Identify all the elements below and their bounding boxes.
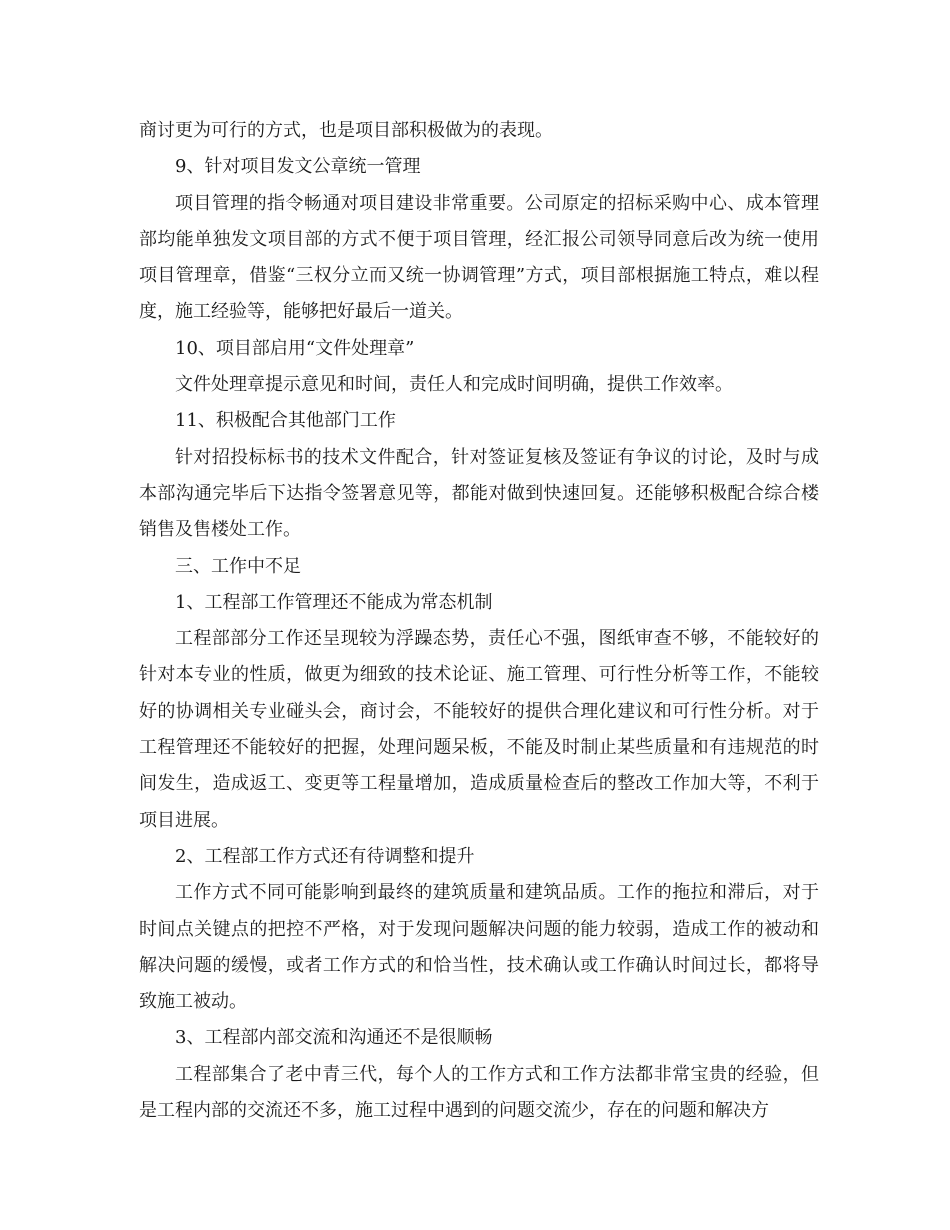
paragraph-0: 商讨更为可行的方式，也是项目部积极做为的表现。 (139, 120, 553, 141)
paragraph-9: 工程部部分工作还呈现较为浮躁态势，责任心不强，图纸审查不够，不能较好的针对本专业的性质，做更为细致的技术论证、施工管理、可行性分析等工作，不能较好的协调相关专业碰头会，商讨会，不能较好的提供合理化建议和可行性分析。对于工程管理还不能较好的把握，处理问题呆板，不能及时制止某些质量和有违规范的时间发生，造成返工、变更等工程量增加，造成质量检查后的整改工作加大等，不利于项目进展。 (139, 628, 819, 831)
document-body (139, 113, 819, 1129)
section-heading-11: 11、积极配合其他部门工作 (175, 410, 396, 432)
paragraph-2: 项目管理的指令畅通对项目建设非常重要。公司原定的招标采购中心、成本管理部均能单独发文项目部的方式不便于项目管理，经汇报公司领导同意后改为统一使用项目管理章，借鉴“三权分立而又统一协调管理”方式，项目部根据施工特点，难以程度，施工经验等，能够把好最后一道关。 (139, 192, 819, 323)
paragraph-4: 文件处理章提示意见和时间，责任人和完成时间明确，提供工作效率。 (175, 374, 733, 396)
paragraph-13: 工程部集合了老中青三代，每个人的工作方式和工作方法都非常宝贵的经验，但是工程内部的交流还不多，施工过程中遇到的问题交流少，存在的问题和解决方 (139, 1063, 819, 1122)
paragraph-6: 针对招投标标书的技术文件配合，针对签证复核及签证有争议的讨论，及时与成本部沟通完毕后下达指令签署意见等，都能对做到快速回复。还能够积极配合综合楼销售及售楼处工作。 (139, 446, 819, 541)
subsection-heading-2: 2、工程部工作方式还有待调整和提升 (175, 845, 475, 867)
subsection-heading-1: 1、工程部工作管理还不能成为常态机制 (175, 591, 493, 613)
paragraph-11: 工作方式不同可能影响到最终的建筑质量和建筑品质。工作的拖拉和滞后，对于时间点关键点的把控不严格，对于发现问题解决问题的能力较弱，造成工作的被动和解决问题的缓慢，或者工作方式的和恰当性，技术确认或工作确认时间过长，都将导致施工被动。 (139, 882, 819, 1013)
section-heading-10: 10、项目部启用“文件处理章” (175, 337, 415, 359)
section-heading-9: 9、针对项目发文公章统一管理 (175, 156, 421, 178)
section-heading-3: 三、工作中不足 (175, 555, 301, 577)
subsection-heading-3: 3、工程部内部交流和沟通还不是很顺畅 (175, 1027, 493, 1049)
